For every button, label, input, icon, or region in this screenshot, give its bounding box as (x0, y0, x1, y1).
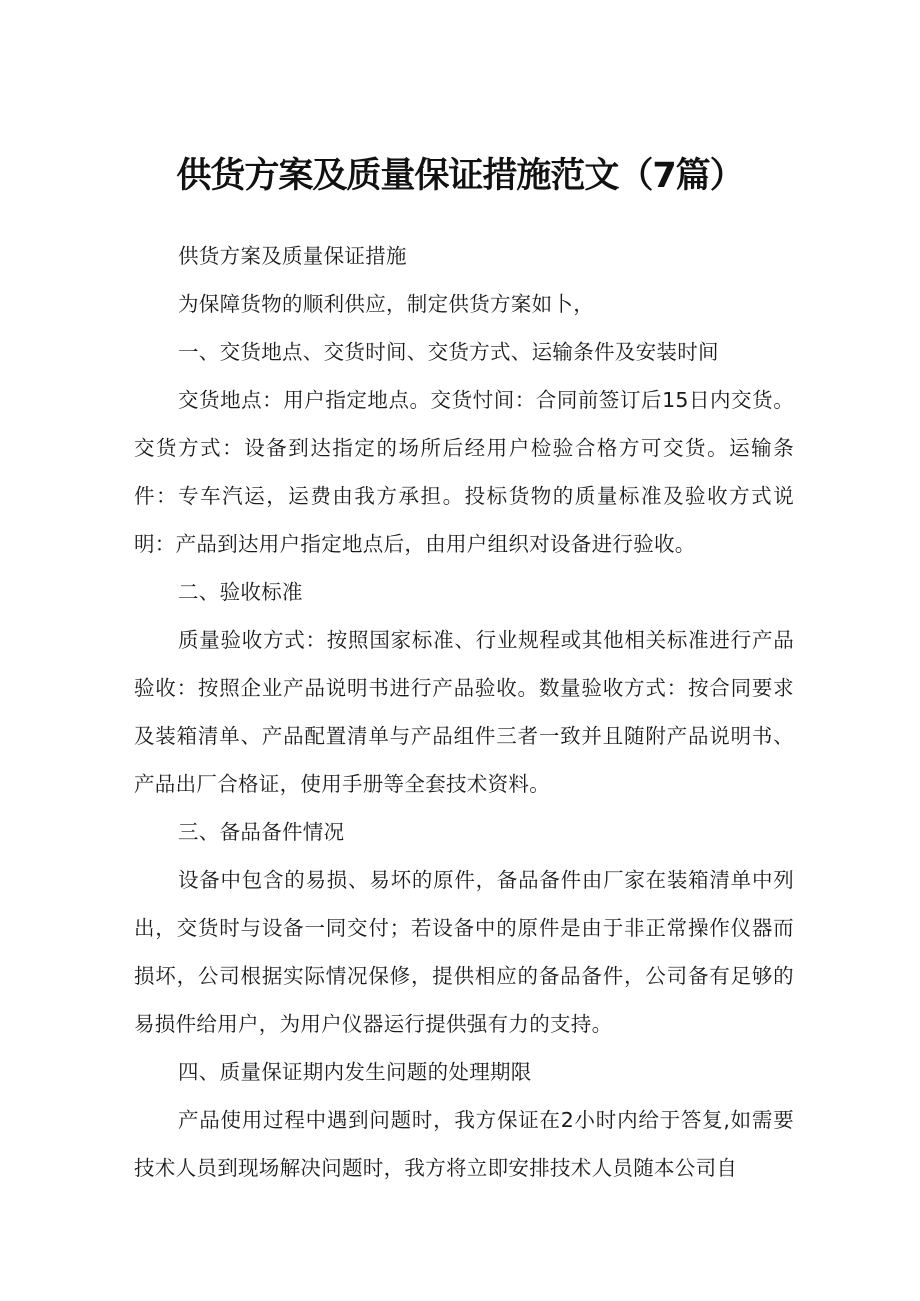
paragraph-warranty: 产品使用过程中遇到问题时，我方保证在2小时内给于答复,如需要技术人员到现场解决问题时，我方将立即安排技术人员随本公司自 (134, 1108, 794, 1180)
paragraph-delivery: 交货地点：用户指定地点。交货忖间：合同前签订后15日内交货。交货方式：设备到达指定的场所后经用户检验合格方可交货。运输条件：专车汽运，运费由我方承担。投标货物的质量标准及验收方式说明：产品到达用户指定地点后，由用户组织对设备进行验收。 (134, 388, 794, 556)
section-heading-2: 二、验收标准 (178, 580, 303, 604)
section-heading-3: 三、备品备件情况 (178, 820, 345, 844)
paragraph-spare-parts: 设备中包含的易损、易坏的原件，备品备件由厂家在装箱清单中列出，交货时与设备一同交付；若设备中的原件是由于非正常操作仪器而损坏，公司根据实际情况保修，提供相应的备品备件，公司备有足够的易损件给用户，为用户仪器运行提供强有力的支持。 (134, 868, 794, 1036)
document-title: 供货方案及质量保证措施范文（7篇） (176, 156, 744, 197)
paragraph-intro: 为保障货物的顺利供应，制定供货方案如卜， (178, 292, 594, 316)
document-body (134, 232, 794, 1192)
section-heading-4: 四、质量保证期内发生问题的处理期限 (178, 1060, 532, 1084)
section-heading-1: 一、交货地点、交货时间、交货方式、运输条件及安装时间 (178, 340, 719, 364)
paragraph-acceptance: 质量验收方式：按照国家标准、行业规程或其他相关标准进行产品验收：按照企业产品说明书进行产品验收。数量验收方式：按合同要求及装箱清单、产品配置清单与产品组件三者一致并且随附产品说明书、产品出厂合格证，使用手册等全套技术资料。 (134, 628, 794, 796)
paragraph-subtitle: 供货方案及质量保证措施 (178, 244, 407, 268)
